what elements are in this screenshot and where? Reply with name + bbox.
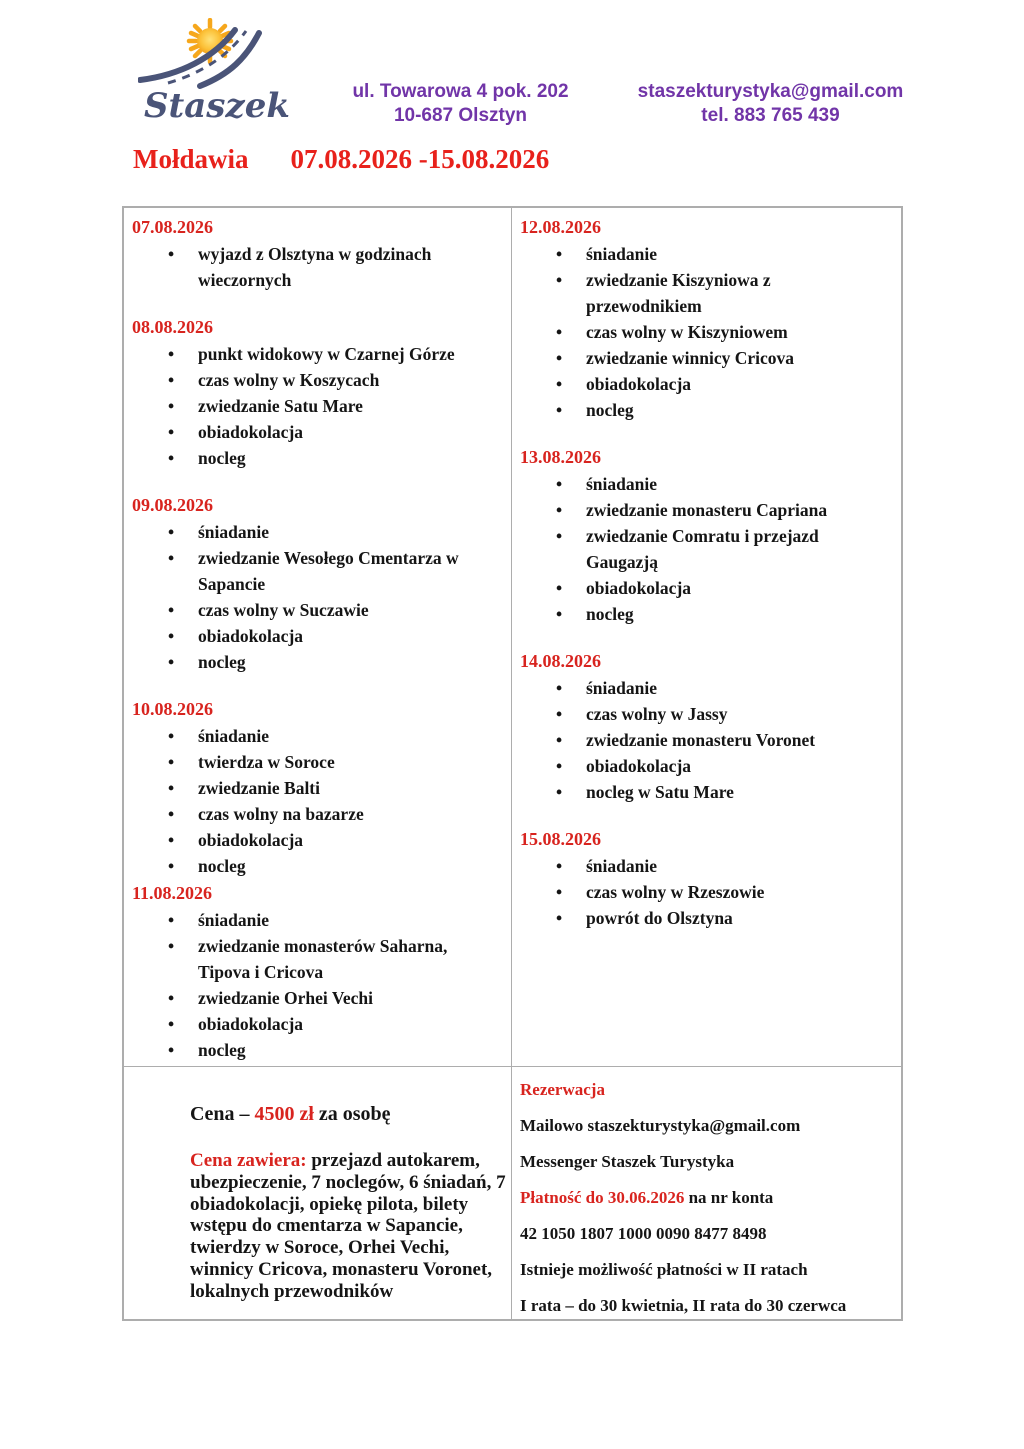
itinerary-item: • nocleg (198, 445, 487, 471)
itinerary-item: • czas wolny na bazarze (198, 801, 487, 827)
reservation-line-text: na nr konta (684, 1188, 774, 1207)
day-date: 12.08.2026 (520, 217, 601, 237)
price-line (190, 1100, 507, 1128)
day-items (520, 241, 875, 423)
itinerary-item: • zwiedzanie Comratu i przejazd Gaugazją (586, 523, 875, 575)
reservation-line (520, 1295, 895, 1317)
price-value: 4500 zł (254, 1103, 314, 1125)
reservation-lines (520, 1115, 895, 1317)
itinerary-item: • twierdza w Soroce (198, 749, 487, 775)
day-date: 08.08.2026 (132, 317, 213, 337)
reservation-line-accent: Płatność do 30.06.2026 (520, 1188, 685, 1207)
logo-graphic (138, 18, 308, 130)
itinerary-item: • punkt widokowy w Czarnej Górze (198, 341, 487, 367)
itinerary-item: • śniadanie (198, 723, 487, 749)
reservation-line (520, 1151, 895, 1173)
day-items (132, 519, 487, 675)
itinerary-item: • obiadokolacja (198, 827, 487, 853)
itinerary-item: • zwiedzanie monasterów Saharna, Tipova i Cricova (198, 933, 487, 985)
reservation-line (520, 1115, 895, 1137)
day-block (520, 444, 875, 627)
itinerary-item: • obiadokolacja (198, 419, 487, 445)
price-prefix: Cena – (190, 1103, 255, 1125)
reservation-line (520, 1187, 895, 1209)
address-block (338, 80, 583, 128)
itinerary-item: • śniadanie (586, 471, 875, 497)
logo-script-text: Staszek (144, 86, 290, 126)
day-block (520, 214, 875, 423)
itinerary-item: • zwiedzanie monasteru Capriana (586, 497, 875, 523)
day-date: 14.08.2026 (520, 651, 601, 671)
trip-title (133, 144, 549, 175)
day-items (520, 675, 875, 805)
day-date: 07.08.2026 (132, 217, 213, 237)
itinerary-item: • zwiedzanie Orhei Vechi (198, 985, 487, 1011)
itinerary-left-cell (124, 208, 511, 1066)
day-date: 15.08.2026 (520, 829, 601, 849)
day-items (132, 723, 487, 879)
itinerary-item: • zwiedzanie Wesołego Cmentarza w Sapancie (198, 545, 487, 597)
itinerary-item: • zwiedzanie Satu Mare (198, 393, 487, 419)
itinerary-item: • zwiedzanie Kiszyniowa z przewodnikiem (586, 267, 875, 319)
address-line2: 10-687 Olsztyn (393, 105, 528, 126)
reservation-cell (511, 1066, 901, 1319)
itinerary-item: • czas wolny w Suczawie (198, 597, 487, 623)
reservation-line (520, 1223, 895, 1245)
itinerary-item: • śniadanie (586, 853, 875, 879)
contact-block (618, 80, 923, 128)
day-block (520, 826, 875, 931)
itinerary-item: • czas wolny w Rzeszowie (586, 879, 875, 905)
day-block (132, 880, 487, 1063)
itinerary-item: • śniadanie (198, 907, 487, 933)
day-block (132, 214, 487, 293)
itinerary-item: • śniadanie (586, 675, 875, 701)
day-date: 13.08.2026 (520, 447, 601, 467)
reservation-heading: Rezerwacja (520, 1080, 605, 1099)
itinerary-item: • śniadanie (586, 241, 875, 267)
itinerary-item: • obiadokolacja (198, 623, 487, 649)
itinerary-item: • obiadokolacja (586, 575, 875, 601)
day-items (520, 471, 875, 627)
day-block (520, 648, 875, 805)
trip-dates: 07.08.2026 -15.08.2026 (290, 144, 550, 174)
logo (138, 18, 308, 130)
contact-phone: tel. 883 765 439 (701, 105, 840, 126)
itinerary-item: • czas wolny w Jassy (586, 701, 875, 727)
itinerary-item: • nocleg (586, 601, 875, 627)
day-date: 11.08.2026 (132, 883, 213, 903)
trip-destination: Mołdawia (133, 144, 249, 174)
itinerary-item: • wyjazd z Olsztyna w godzinach wieczornych (198, 241, 487, 293)
reservation-line-text: I rata – do 30 kwietnia, II rata do 30 czerwca (520, 1296, 847, 1315)
reservation-line-text: Mailowo staszekturystyka@gmail.com (520, 1116, 801, 1135)
itinerary-item: • czas wolny w Koszycach (198, 367, 487, 393)
day-date: 10.08.2026 (132, 699, 213, 719)
day-items (520, 853, 875, 931)
reservation-line (520, 1259, 895, 1281)
day-items (132, 341, 487, 471)
price-suffix: za osobę (313, 1103, 391, 1125)
itinerary-item: • obiadokolacja (586, 371, 875, 397)
contact-email: staszekturystyka@gmail.com (637, 81, 904, 102)
price-includes (190, 1150, 508, 1303)
itinerary-item: • zwiedzanie winnicy Cricova (586, 345, 875, 371)
itinerary-item: • obiadokolacja (586, 753, 875, 779)
day-items (132, 907, 487, 1063)
itinerary-item: • czas wolny w Kiszyniowem (586, 319, 875, 345)
itinerary-item: • nocleg w Satu Mare (586, 779, 875, 805)
itinerary-table (122, 206, 903, 1321)
itinerary-item: • nocleg (198, 853, 487, 879)
day-block (132, 492, 487, 675)
itinerary-item: • obiadokolacja (198, 1011, 487, 1037)
itinerary-right-cell (511, 208, 901, 1066)
day-items (132, 241, 487, 293)
day-block (132, 314, 487, 471)
reservation-line-text: 42 1050 1807 1000 0090 8477 8498 (520, 1224, 767, 1243)
itinerary-item: • powrót do Olsztyna (586, 905, 875, 931)
itinerary-item: • nocleg (198, 1037, 487, 1063)
day-date: 09.08.2026 (132, 495, 213, 515)
reservation-line-text: Istnieje możliwość płatności w II ratach (520, 1260, 808, 1279)
includes-label: Cena zawiera: (190, 1150, 307, 1171)
pricing-cell (124, 1066, 511, 1319)
itinerary-item: • zwiedzanie monasteru Voronet (586, 727, 875, 753)
itinerary-item: • nocleg (586, 397, 875, 423)
itinerary-item: • zwiedzanie Balti (198, 775, 487, 801)
reservation-line-text: Messenger Staszek Turystyka (520, 1152, 735, 1171)
itinerary-item: • nocleg (198, 649, 487, 675)
includes-text: przejazd autokarem, ubezpieczenie, 7 noclegów, 6 śniadań, 7 obiadokolacji, opiekę pilota, bilety wstępu do cmentarza w Sapancie, twierdzy w Soroce, Orhei Vechi, winnicy Cricova, monasteru Voronet, lokalnych przewodników (190, 1150, 506, 1302)
day-block (132, 696, 487, 879)
address-line1: ul. Towarowa 4 pok. 202 (352, 81, 569, 102)
itinerary-item: • śniadanie (198, 519, 487, 545)
